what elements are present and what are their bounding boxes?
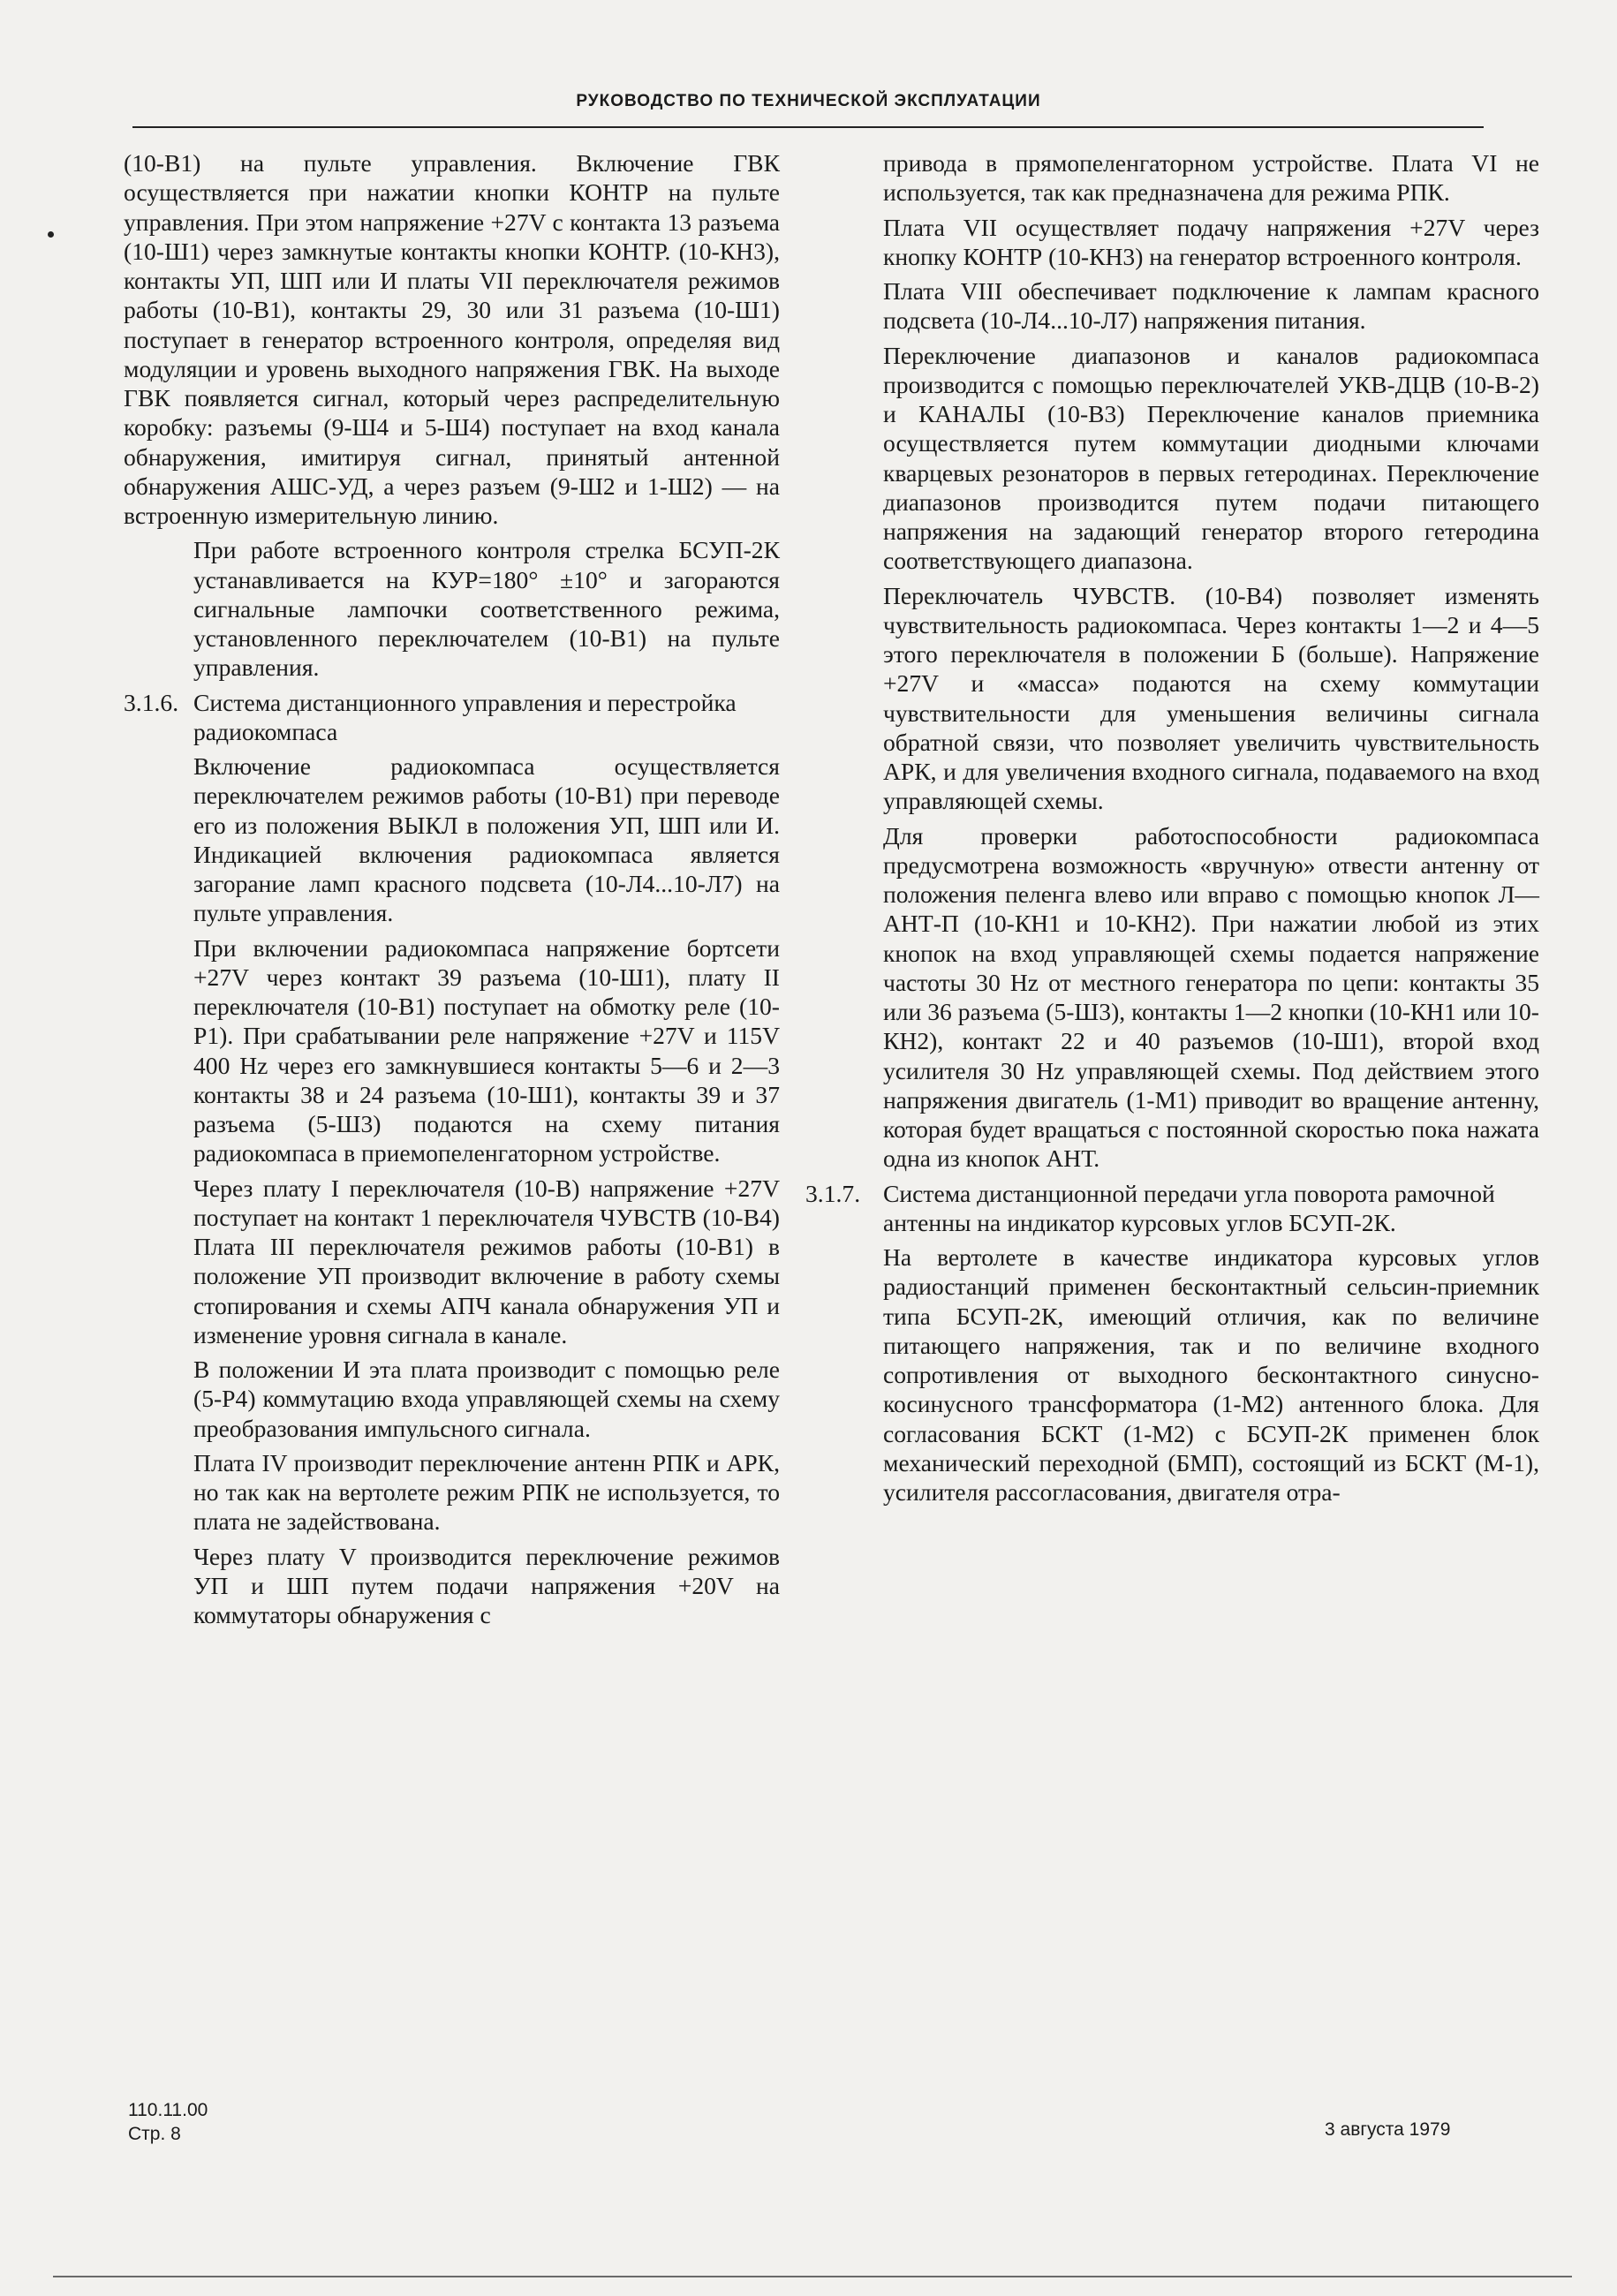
paragraph: Для проверки работоспособности радиокомпаса предусмотрена возможность «вручную» отвести антенну от положения пеленга влево или вправо с помощью кнопок Л—АНТ-П (10-КН1 и 10-КН2). При нажатии любой из этих кнопок на вход управляющей схемы подается напряжение частоты 30 Hz от местного генератора по цепи: контакты 35 или 36 разъема (5-Ш3), контакты 1—2 кнопки (10-КН1 или 10-КН2), контакт 22 и 40 разъемов (10-Ш1), второй вход усилителя 30 Hz управляющей схемы. Под действием этого напряжения двигатель (1-М1) приводит во вращение антенну, которая будет вращаться с постоянной скоростью пока нажата одна из кнопок АНТ. — [883, 821, 1539, 1173]
margin-dot — [48, 231, 54, 238]
left-column — [124, 148, 780, 1635]
right-column — [805, 148, 1539, 1512]
paragraph: Плата VII осуществляет подачу напряжения +27V через кнопку КОНТР (10-КН3) на генератор встроенного контроля. — [883, 213, 1539, 270]
header-rule — [132, 126, 1484, 128]
paragraph: привода в прямопеленгаторном устройстве. Плата VI не используется, так как предназначена для режима РПК. — [883, 149, 1539, 207]
page-number: Стр. 8 — [128, 2124, 181, 2144]
section-title: Система дистанционной передачи угла поворота рамочной антенны на индикатор курсовых углов БСУП-2К. — [883, 1179, 1495, 1236]
paragraph: Через плату V производится переключение режимов УП и ШП путем подачи напряжения +20V на коммутаторы обнаружения с — [193, 1542, 780, 1628]
section-title: Система дистанционного управления и перестройка радиокомпаса — [193, 688, 737, 745]
document-code: 110.11.00 — [128, 2100, 208, 2120]
section-heading — [805, 1179, 1539, 1238]
paragraph: Плата IV производит переключение антенн РПК и АРК, но так как на вертолете режим РПК не используется, то плата не задействована. — [193, 1448, 780, 1536]
paragraph: При включении радиокомпаса напряжение бортсети +27V через контакт 39 разъема (10-Ш1), плату II переключателя (10-В1) поступает на обмотку реле (10-Р1). При срабатывании реле напряжение +27V и 115V 400 Hz через его замкнувшиеся контакты 5—6 и 2—3 контакты 38 и 24 разъема (10-Ш1), контакты 39 и 37 разъема (5-Ш3) подаются на схему питания радиокомпаса в приемопеленгаторном устройстве. — [193, 933, 780, 1167]
section-number: 3.1.6. — [124, 688, 179, 716]
paragraph: Плата VIII обеспечивает подключение к лампам красного подсвета (10-Л4...10-Л7) напряжения питания. — [883, 277, 1539, 335]
paragraph: Включение радиокомпаса осуществляется переключателем режимов работы (10-В1) при переводе его из положения ВЫКЛ в положения УП, ШП или И. Индикацией включения радиокомпаса является загорание ламп красного подсвета (10-Л4...10-Л7) на пульте управления. — [193, 752, 780, 927]
paragraph: Переключатель ЧУВСТВ. (10-В4) позволяет изменять чувствительность радиокомпаса. Через контакты 1—2 и 4—5 этого переключателя в положении Б (больше). Напряжение +27V и «масса» подаются на схему коммутации чувствительности для уменьшения величины сигнала обратной связи, что позволяет увеличить чувствительность АРК, и для увеличения входного сигнала, подаваемого на вход управляющей схемы. — [883, 581, 1539, 815]
section-heading — [124, 688, 780, 747]
paragraph: (10-В1) на пульте управления. Включение ГВК осуществляется при нажатии кнопки КОНТР на пульте управления. При этом напряжение +27V с контакта 13 разъема (10-Ш1) через замкнутые контакты кнопки КОНТР. (10-КН3), контакты УП, ШП или И платы VII переключателя режимов работы (10-В1), контакты 29, 30 или 31 разъема (10-Ш1) поступает в генератор встроенного контроля, определяя вид модуляции и уровень выходного напряжения ГВК. На выходе ГВК появляется сигнал, который через распределительную коробку: разъемы (9-Ш4 и 5-Ш4) поступает на вход канала обнаружения, имитируя сигнал, принятый антенной обнаружения АШС-УД, а через разъем (9-Ш2 и 1-Ш2) — на встроенную измерительную линию. — [124, 149, 780, 529]
document-date: 3 августа 1979 — [1325, 2119, 1451, 2140]
paragraph: Через плату I переключателя (10-В) напряжение +27V поступает на контакт 1 переключателя ЧУВСТВ (10-В4) Плата III переключателя режимов работы (10-В1) в положение УП производит включение в работу схемы стопирования и схемы АПЧ канала обнаружения УП и изменение уровня сигнала в канале. — [193, 1174, 780, 1348]
bottom-rule — [53, 2276, 1572, 2277]
paragraph: Переключение диапазонов и каналов радиокомпаса производится с помощью переключателей УКВ-ДЦВ (10-В-2) и КАНАЛЫ (10-В3) Переключение каналов приемника осуществляется путем коммутации диодными ключами кварцевых резонаторов в первых гетеродинах. Переключение диапазонов производится путем подачи питающего напряжения на задающий генератор второго гетеродина соответствующего диапазона. — [883, 341, 1539, 575]
page-header: РУКОВОДСТВО ПО ТЕХНИЧЕСКОЙ ЭКСПЛУАТАЦИИ — [576, 92, 1041, 110]
paragraph: При работе встроенного контроля стрелка БСУП-2К устанавливается на КУР=180° ±10° и загораются сигнальные лампочки соответственного режима, установленного переключателем (10-В1) на пульте управления. — [193, 536, 780, 682]
paragraph: На вертолете в качестве индикатора курсовых углов радиостанций применен бесконтактный сельсин-приемник типа БСУП-2К, имеющий отличия, как по величине питающего напряжения, так и по величине входного сопротивления от выходного бесконтактного синусно-косинусного трансформатора (1-М2) антенного блока. Для согласования БСКТ (1-М2) с БСУП-2К применен блок механический переходной (БМП), состоящий из БСКТ (М-1), усилителя рассогласования, двигателя отра- — [883, 1243, 1539, 1506]
section-number: 3.1.7. — [805, 1179, 861, 1207]
paragraph: В положении И эта плата производит с помощью реле (5-Р4) коммутацию входа управляющей схемы на схему преобразования импульсного сигнала. — [193, 1356, 780, 1442]
